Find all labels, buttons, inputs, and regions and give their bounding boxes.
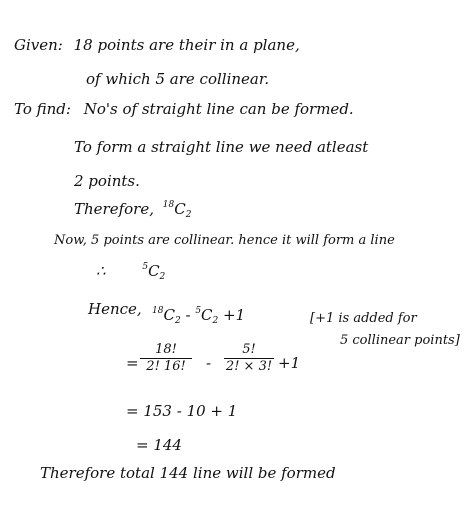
hence-expression — [152, 306, 245, 327]
form-line-1: To form a straight line we need atleast — [74, 138, 369, 156]
fraction-18-factorial — [140, 342, 192, 375]
given-line-2: of which 5 are collinear. — [86, 70, 270, 88]
fraction-denominator: 2! × 3! — [225, 359, 273, 374]
final-statement: Therefore total 144 line will be formed — [40, 464, 336, 482]
note-line-2: 5 collinear points] — [340, 333, 460, 348]
combination-n: 5 — [195, 306, 202, 316]
combination-c: C — [174, 200, 186, 218]
fraction-numerator: 5! — [224, 342, 274, 359]
note-line-1: [+1 is added for — [310, 311, 417, 326]
combination-c: C — [201, 306, 213, 324]
minus-sign: - — [185, 306, 191, 324]
form-line-2: 2 points. — [74, 172, 140, 190]
combination-c: C — [163, 306, 175, 324]
find-text: No's of straight line can be formed. — [83, 100, 354, 118]
therefore-5c2-line — [96, 262, 165, 283]
fraction-numerator: 18! — [140, 342, 192, 359]
fraction-5-factorial — [224, 342, 274, 375]
fraction-denominator: 2! 16! — [146, 359, 186, 374]
therefore-symbol: ∴ — [96, 262, 106, 280]
combination-n: 18 — [152, 306, 164, 316]
combination-18c2 — [163, 200, 192, 218]
therefore-label: Therefore, — [74, 200, 154, 218]
combination-n: 5 — [142, 262, 149, 272]
given-line-1 — [14, 36, 300, 54]
combination-r: 2 — [185, 210, 192, 220]
plus-one-2: +1 — [278, 354, 301, 372]
find-line — [14, 100, 354, 118]
combination-r: 2 — [174, 316, 181, 326]
result-line-1: = 153 - 10 + 1 — [126, 402, 238, 420]
combination-c: C — [148, 262, 160, 280]
result-line-2: = 144 — [136, 436, 182, 454]
therefore-line-1 — [74, 200, 191, 221]
find-label: To find: — [14, 100, 71, 118]
combination-r: 2 — [212, 316, 219, 326]
now-line: Now, 5 points are collinear. hence it will form a line — [54, 233, 395, 248]
minus-sign-2: - — [206, 354, 212, 372]
hence-label: Hence, — [88, 300, 142, 318]
combination-n: 18 — [162, 200, 175, 210]
equals-sign-1: = — [126, 354, 139, 372]
combination-5c2 — [142, 262, 165, 280]
given-label: Given: — [14, 36, 63, 54]
plus-one: +1 — [223, 306, 246, 324]
combination-r: 2 — [159, 272, 166, 282]
given-text-1: 18 points are their in a plane, — [73, 36, 300, 54]
